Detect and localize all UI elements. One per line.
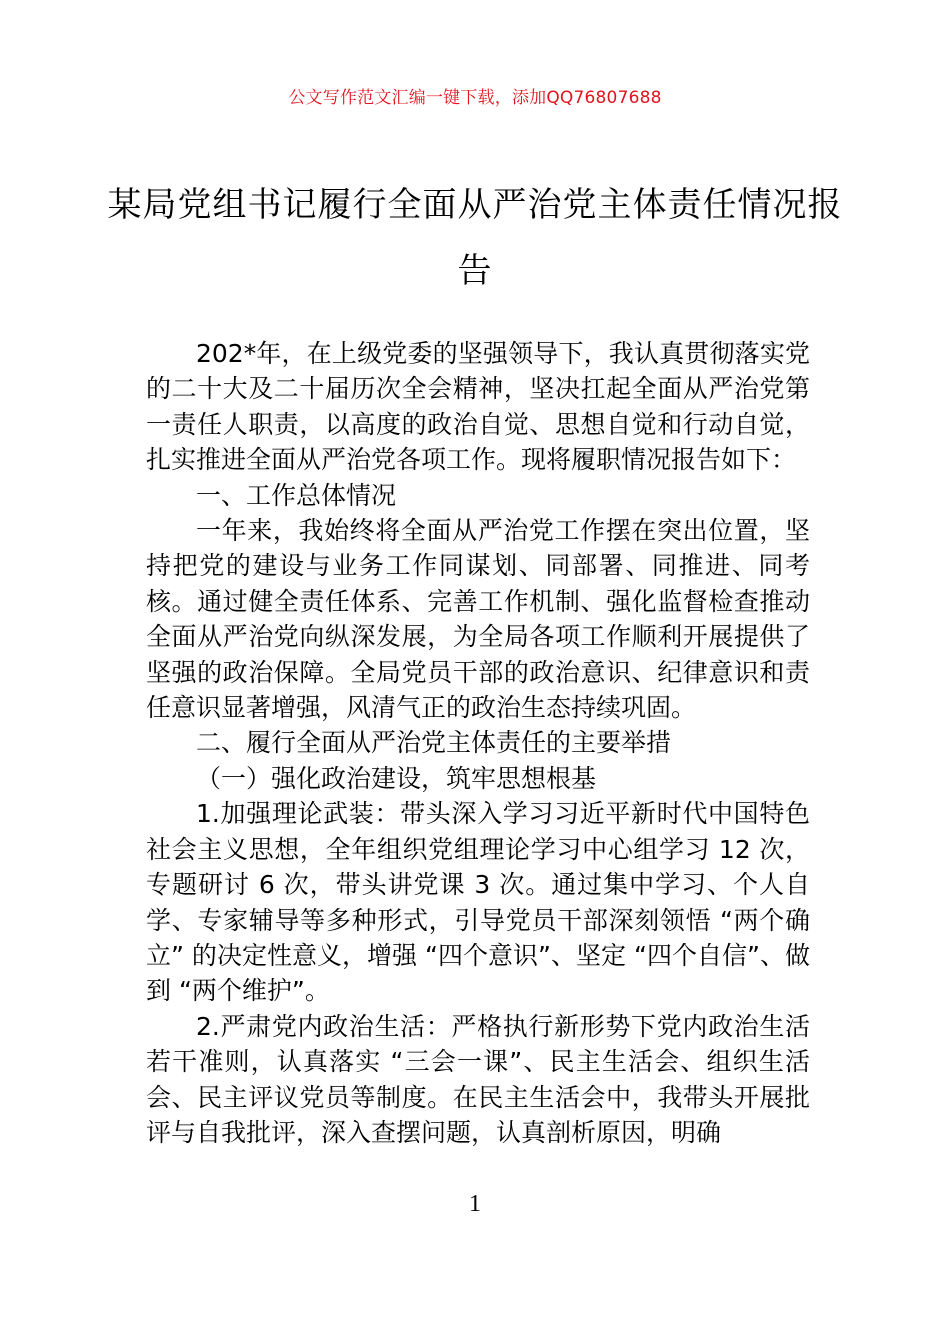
page-number: 1 (469, 1191, 481, 1217)
intro-paragraph: 202*年，在上级党委的坚强领导下，我认真贯彻落实党的二十大及二十届历次全会精神，坚决扛起全面从严治党第一责任人职责，以高度的政治自觉、思想自觉和行动自觉，扎实推进全面从严治党各项工作。现将履职情况报告如下： (146, 339, 810, 475)
download-ad-banner[interactable]: 公文写作范文汇编一键下载，添加QQ76807688 (288, 88, 662, 108)
subsection-heading-political: （一）强化政治建设，筑牢思想根基 (196, 763, 597, 793)
item-theory-paragraph: 1.加强理论武装：带头深入学习习近平新时代中国特色社会主义思想，全年组织党组理论学习中心组学习 12 次，专题研讨 6 次，带头讲党课 3 次。通过集中学习、个人自学、专家辅导等多种形式，引导党员干部深刻领悟 “两个确立” 的决定性意义，增强 “四个意识”、坚定 “四个自信”、做到 “两个维护”。 (146, 799, 810, 1006)
document-title: 某局党组书记履行全面从严治党主体责任情况报告 (107, 185, 843, 291)
section-heading-measures: 二、履行全面从严治党主体责任的主要举措 (196, 728, 672, 758)
document-body (146, 336, 810, 1150)
section-heading-overall: 一、工作总体情况 (196, 480, 397, 510)
item-party-life-paragraph: 2.严肃党内政治生活：严格执行新形势下党内政治生活若干准则，认真落实 “三会一课”、民主生活会、组织生活会、民主评议党员等制度。在民主生活会中，我带头开展批评与自我批评，深入查摆问题，认真剖析原因，明确 (146, 1011, 810, 1147)
overall-paragraph: 一年来，我始终将全面从严治党工作摆在突出位置，坚持把党的建设与业务工作同谋划、同部署、同推进、同考核。通过健全责任体系、完善工作机制、强化监督检查推动全面从严治党向纵深发展，为全局各项工作顺利开展提供了坚强的政治保障。全局党员干部的政治意识、纪律意识和责任意识显著增强，风清气正的政治生态持续巩固。 (146, 516, 810, 723)
